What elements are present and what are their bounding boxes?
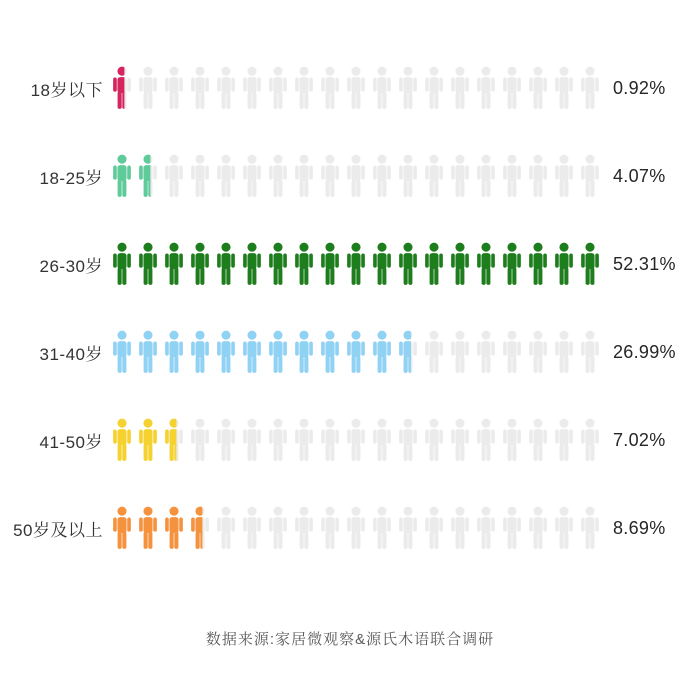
person-icon-slot <box>450 66 470 110</box>
person-icon-slot <box>528 154 548 198</box>
person-icon-slot <box>476 154 496 198</box>
person-icon-slot <box>528 66 548 110</box>
chart-row <box>0 44 700 132</box>
person-icon <box>450 154 470 198</box>
person-icon-slot <box>320 330 340 374</box>
person-icon-slot <box>216 242 236 286</box>
person-icon <box>268 330 288 374</box>
person-icon <box>320 154 340 198</box>
person-icon <box>528 418 548 462</box>
person-icon-slot <box>372 242 392 286</box>
person-icon <box>372 506 392 550</box>
person-icon-slot <box>346 154 366 198</box>
chart-row <box>0 484 700 572</box>
person-icon-slot <box>294 506 314 550</box>
person-icon <box>476 506 496 550</box>
person-icon-slot <box>112 418 132 462</box>
person-icon-slot <box>216 506 236 550</box>
person-icon-slot <box>190 418 210 462</box>
person-icon-slot <box>424 330 444 374</box>
person-icon <box>372 66 392 110</box>
person-icon <box>112 330 132 374</box>
person-icon <box>112 418 132 462</box>
person-icon-slot <box>190 242 210 286</box>
person-icon <box>372 330 392 374</box>
person-icon-slot <box>502 418 522 462</box>
person-icon <box>138 330 158 374</box>
person-icon <box>190 418 210 462</box>
person-icon-slot <box>424 66 444 110</box>
person-icon <box>216 242 236 286</box>
person-icon-slot <box>268 418 288 462</box>
person-icon-slot <box>242 506 262 550</box>
person-icon <box>294 242 314 286</box>
person-icon <box>580 330 600 374</box>
person-icon <box>502 154 522 198</box>
person-icon-slot <box>450 154 470 198</box>
person-icon-slot <box>320 154 340 198</box>
icon-strip <box>112 506 600 550</box>
person-icon <box>554 418 574 462</box>
person-icon <box>580 242 600 286</box>
icon-strip <box>112 418 600 462</box>
chart-row <box>0 396 700 484</box>
person-icon <box>450 506 470 550</box>
person-icon-slot <box>294 330 314 374</box>
person-icon <box>554 66 574 110</box>
person-icon-slot <box>580 242 600 286</box>
chart-row <box>0 132 700 220</box>
person-icon <box>580 418 600 462</box>
person-icon-slot <box>554 330 574 374</box>
person-icon <box>164 330 184 374</box>
person-icon-slot <box>476 418 496 462</box>
value-label: 4.07% <box>613 165 666 186</box>
person-icon-slot <box>346 66 366 110</box>
person-icon-slot <box>268 66 288 110</box>
value-label: 52.31% <box>613 253 676 274</box>
person-icon <box>528 242 548 286</box>
person-icon-slot <box>268 506 288 550</box>
person-icon <box>580 154 600 198</box>
value-label: 26.99% <box>613 341 676 362</box>
person-icon-slot <box>268 154 288 198</box>
person-icon-slot <box>424 154 444 198</box>
person-icon-slot <box>320 418 340 462</box>
person-icon-slot <box>372 66 392 110</box>
person-icon-slot <box>398 418 418 462</box>
person-icon <box>268 66 288 110</box>
person-icon <box>138 506 158 550</box>
person-icon <box>112 506 132 550</box>
person-icon-slot <box>112 330 132 374</box>
person-icon <box>528 330 548 374</box>
person-icon-slot <box>346 242 366 286</box>
person-icon-slot <box>216 154 236 198</box>
person-icon-slot <box>372 330 392 374</box>
person-icon <box>398 66 418 110</box>
person-icon-slot <box>502 66 522 110</box>
person-icon <box>554 154 574 198</box>
person-icon-slot <box>294 242 314 286</box>
person-icon <box>372 242 392 286</box>
person-icon-slot <box>450 242 470 286</box>
person-icon-slot <box>164 330 184 374</box>
person-icon <box>502 66 522 110</box>
person-icon <box>346 66 366 110</box>
person-icon-slot <box>242 418 262 462</box>
person-icon-slot <box>242 154 262 198</box>
person-icon-slot <box>580 506 600 550</box>
person-icon-slot <box>164 506 184 550</box>
person-icon <box>138 242 158 286</box>
person-icon-slot <box>554 506 574 550</box>
chart-row <box>0 220 700 308</box>
person-icon-slot <box>268 330 288 374</box>
person-icon-slot <box>398 66 418 110</box>
person-icon-slot <box>346 330 366 374</box>
person-icon <box>554 506 574 550</box>
person-icon-slot <box>216 66 236 110</box>
person-icon <box>346 242 366 286</box>
person-icon-slot <box>554 242 574 286</box>
person-icon <box>320 330 340 374</box>
person-icon <box>450 330 470 374</box>
person-icon <box>294 418 314 462</box>
person-icon <box>320 242 340 286</box>
person-icon <box>398 506 418 550</box>
person-icon <box>502 506 522 550</box>
person-icon <box>190 66 210 110</box>
person-icon-slot <box>450 330 470 374</box>
person-icon-slot <box>372 506 392 550</box>
person-icon <box>346 418 366 462</box>
person-icon <box>294 506 314 550</box>
person-icon-slot <box>502 506 522 550</box>
person-icon <box>372 418 392 462</box>
person-icon <box>450 418 470 462</box>
age-label: 18-25岁 <box>39 168 103 188</box>
person-icon <box>216 66 236 110</box>
person-icon-slot <box>112 66 132 110</box>
person-icon <box>554 242 574 286</box>
person-icon-slot <box>580 330 600 374</box>
person-icon-slot <box>528 242 548 286</box>
person-icon-slot <box>216 330 236 374</box>
value-label: 8.69% <box>613 517 666 538</box>
person-icon <box>164 154 184 198</box>
chart-row <box>0 308 700 396</box>
person-icon <box>190 330 210 374</box>
person-icon <box>580 506 600 550</box>
person-icon <box>476 154 496 198</box>
person-icon-slot <box>580 418 600 462</box>
person-icon-slot <box>372 154 392 198</box>
person-icon <box>424 66 444 110</box>
person-icon <box>528 154 548 198</box>
person-icon <box>398 418 418 462</box>
person-icon-slot <box>190 330 210 374</box>
person-icon-slot <box>398 242 418 286</box>
person-icon-slot <box>138 66 158 110</box>
person-icon-slot <box>346 506 366 550</box>
person-icon <box>294 330 314 374</box>
person-icon <box>294 66 314 110</box>
person-icon <box>450 66 470 110</box>
person-icon <box>164 66 184 110</box>
person-icon <box>424 418 444 462</box>
person-icon <box>528 66 548 110</box>
person-icon <box>242 154 262 198</box>
icon-strip <box>112 330 600 374</box>
person-icon <box>502 418 522 462</box>
age-label: 50岁及以上 <box>13 520 103 540</box>
person-icon <box>268 418 288 462</box>
person-icon-slot <box>424 242 444 286</box>
person-icon <box>112 242 132 286</box>
person-icon <box>242 242 262 286</box>
person-icon-slot <box>502 330 522 374</box>
person-icon <box>346 506 366 550</box>
person-icon-slot <box>164 242 184 286</box>
person-icon <box>216 418 236 462</box>
data-source-note: 数据来源:家居微观察&源氏木语联合调研 <box>205 631 495 648</box>
icon-strip <box>112 242 600 286</box>
person-icon-slot <box>372 418 392 462</box>
person-icon-slot <box>424 506 444 550</box>
person-icon <box>190 242 210 286</box>
person-icon <box>190 154 210 198</box>
person-icon <box>346 330 366 374</box>
person-icon <box>424 506 444 550</box>
person-icon <box>320 506 340 550</box>
person-icon-slot <box>554 418 574 462</box>
person-icon-slot <box>554 154 574 198</box>
icon-strip <box>112 154 600 198</box>
person-icon-slot <box>190 66 210 110</box>
icon-strip <box>112 66 600 110</box>
person-icon-slot <box>294 418 314 462</box>
person-icon-slot <box>424 418 444 462</box>
person-icon-slot <box>242 330 262 374</box>
age-label: 31-40岁 <box>39 344 103 364</box>
chart-rows <box>0 44 700 572</box>
person-icon-slot <box>554 66 574 110</box>
person-icon-slot <box>112 154 132 198</box>
person-icon-slot <box>190 506 210 550</box>
person-icon-slot <box>476 242 496 286</box>
person-icon-slot <box>164 418 184 462</box>
person-icon <box>242 418 262 462</box>
person-icon-slot <box>320 506 340 550</box>
person-icon <box>320 418 340 462</box>
person-icon-slot <box>528 330 548 374</box>
person-icon <box>502 330 522 374</box>
value-label: 0.92% <box>613 77 666 98</box>
person-icon-slot <box>476 66 496 110</box>
person-icon <box>242 506 262 550</box>
person-icon-slot <box>528 418 548 462</box>
person-icon <box>294 154 314 198</box>
person-icon-slot <box>190 154 210 198</box>
person-icon <box>268 242 288 286</box>
person-icon <box>476 330 496 374</box>
person-icon-slot <box>476 506 496 550</box>
person-icon-slot <box>294 66 314 110</box>
person-icon <box>398 242 418 286</box>
person-icon <box>476 418 496 462</box>
person-icon-slot <box>242 242 262 286</box>
person-icon <box>242 66 262 110</box>
person-icon <box>216 330 236 374</box>
person-icon-slot <box>164 66 184 110</box>
person-icon-slot <box>502 154 522 198</box>
person-icon-slot <box>450 418 470 462</box>
person-icon-slot <box>294 154 314 198</box>
age-label: 18岁以下 <box>30 80 103 100</box>
person-icon <box>346 154 366 198</box>
person-icon <box>450 242 470 286</box>
person-icon-slot <box>502 242 522 286</box>
person-icon <box>216 154 236 198</box>
person-icon-slot <box>138 154 158 198</box>
person-icon-slot <box>138 506 158 550</box>
person-icon-slot <box>450 506 470 550</box>
person-icon-slot <box>242 66 262 110</box>
person-icon-slot <box>138 242 158 286</box>
value-label: 7.02% <box>613 429 666 450</box>
person-icon-slot <box>268 242 288 286</box>
person-icon <box>164 242 184 286</box>
person-icon <box>528 506 548 550</box>
person-icon <box>398 154 418 198</box>
person-icon <box>424 330 444 374</box>
person-icon <box>112 154 132 198</box>
person-icon <box>502 242 522 286</box>
person-icon-slot <box>112 506 132 550</box>
person-icon <box>372 154 392 198</box>
person-icon-slot <box>398 506 418 550</box>
person-icon <box>216 506 236 550</box>
person-icon <box>424 154 444 198</box>
person-icon <box>138 66 158 110</box>
person-icon <box>138 418 158 462</box>
person-icon <box>424 242 444 286</box>
person-icon <box>476 242 496 286</box>
person-icon-slot <box>398 330 418 374</box>
person-icon-slot <box>320 242 340 286</box>
person-icon <box>476 66 496 110</box>
person-icon-slot <box>138 418 158 462</box>
person-icon <box>164 506 184 550</box>
person-icon <box>268 506 288 550</box>
person-icon-slot <box>528 506 548 550</box>
person-icon <box>320 66 340 110</box>
person-icon-slot <box>476 330 496 374</box>
person-icon-slot <box>138 330 158 374</box>
person-icon-slot <box>216 418 236 462</box>
person-icon <box>554 330 574 374</box>
age-label: 26-30岁 <box>39 256 103 276</box>
person-icon-slot <box>112 242 132 286</box>
age-label: 41-50岁 <box>39 432 103 452</box>
person-icon-slot <box>580 154 600 198</box>
person-icon-slot <box>164 154 184 198</box>
person-icon <box>580 66 600 110</box>
person-icon-slot <box>346 418 366 462</box>
person-icon-slot <box>320 66 340 110</box>
person-icon <box>242 330 262 374</box>
person-icon-slot <box>580 66 600 110</box>
person-icon-slot <box>398 154 418 198</box>
person-icon <box>268 154 288 198</box>
